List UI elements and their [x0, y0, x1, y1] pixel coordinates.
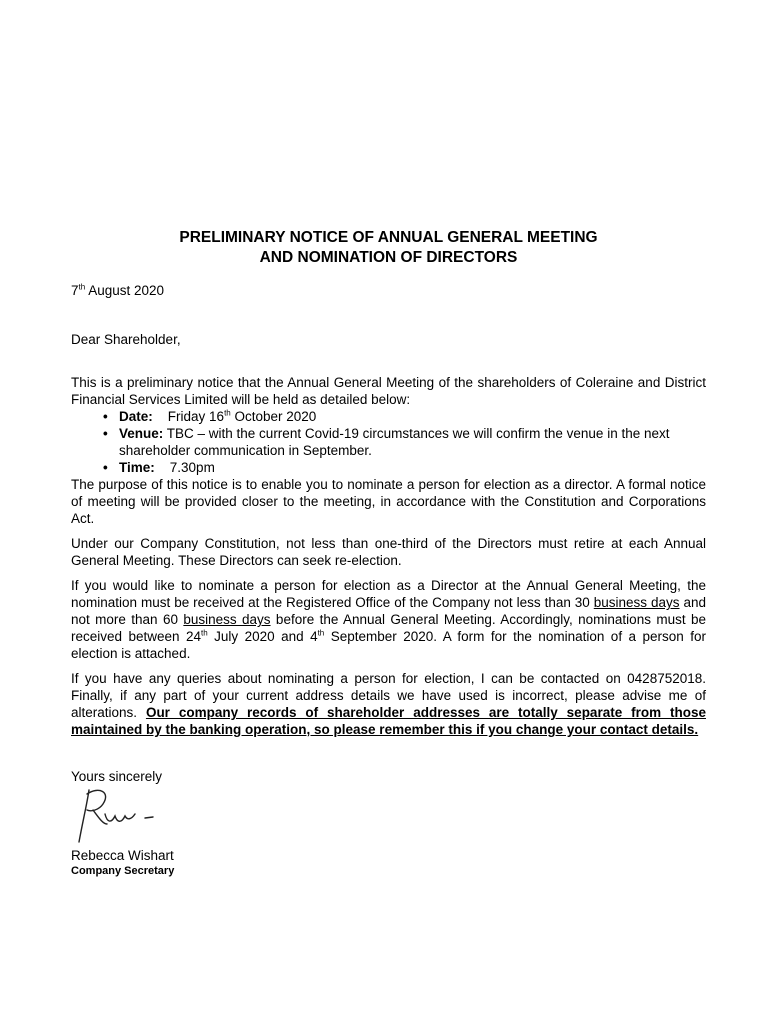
detail-venue	[119, 425, 706, 459]
purpose-paragraph: The purpose of this notice is to enable you to nominate a person for election as a director. A formal notice of meeting will be provided closer to the meeting, in accordance with the Constitution and Corporations Act.	[71, 477, 706, 526]
signatory-role: Company Secretary	[71, 865, 175, 877]
title-line-2: AND NOMINATION OF DIRECTORS	[259, 249, 518, 266]
date-month-year: August 2020	[85, 283, 165, 298]
salutation: Dear Shareholder,	[71, 332, 181, 347]
time-value: 7.30pm	[169, 460, 215, 475]
business-days-link-1: business days	[593, 595, 680, 610]
nomination-paragraph: If you would like to nominate a person for election as a Director at the Annual General Meeting, the nomination must be received at the Registered Office of the Company not less than 30 business days and not more than 60 business days before the Annual General Meeting. Accordingly, nominations must be received between 24th July 2020 and 4th September 2020. A form for the nomination of a person for election is attached.	[71, 578, 706, 661]
signatory-name: Rebecca Wishart	[71, 848, 174, 863]
detail-date	[119, 408, 706, 425]
date-value: Friday 16	[167, 409, 225, 424]
venue-label: Venue:	[119, 426, 164, 441]
title-line-1: PRELIMINARY NOTICE OF ANNUAL GENERAL MEETING	[179, 229, 598, 246]
venue-value: TBC – with the current Covid-19 circumstances we will confirm the venue in the next shareholder communication in September.	[119, 426, 670, 458]
date-suffix: th	[78, 282, 86, 292]
date-value-rest: October 2020	[230, 409, 317, 424]
intro-paragraph: This is a preliminary notice that the Annual General Meeting of the shareholders of Coleraine and District Financial Services Limited will be held as detailed below:	[71, 375, 706, 407]
time-label: Time:	[119, 460, 155, 475]
date-value-suffix: th	[224, 408, 231, 418]
letter-body	[71, 374, 706, 746]
closing: Yours sincerely	[71, 769, 163, 784]
address-emphasis: Our company records of shareholder addresses are totally separate from those maintained by the banking operation, so please remember this if you change your contact details.	[71, 705, 706, 737]
letter-date	[71, 283, 164, 298]
meeting-details-list	[71, 408, 706, 476]
letter-title	[71, 228, 706, 268]
detail-time	[119, 459, 706, 476]
constitution-paragraph: Under our Company Constitution, not less than one-third of the Directors must retire at each Annual General Meeting. These Directors can seek re-election.	[71, 536, 706, 568]
queries-paragraph: If you have any queries about nominating a person for election, I can be contacted on 0428752018. Finally, if any part of your current address details we have used is incorrect, please advise me of alterations. Our company records of shareholder addresses are totally separate from those maintained by the banking operation, so please remember this if you change your contact details.	[71, 671, 706, 737]
date-label: Date:	[119, 409, 153, 424]
date-day: 7	[71, 283, 79, 298]
signature-image	[73, 784, 163, 846]
business-days-link-2: business days	[183, 612, 271, 627]
